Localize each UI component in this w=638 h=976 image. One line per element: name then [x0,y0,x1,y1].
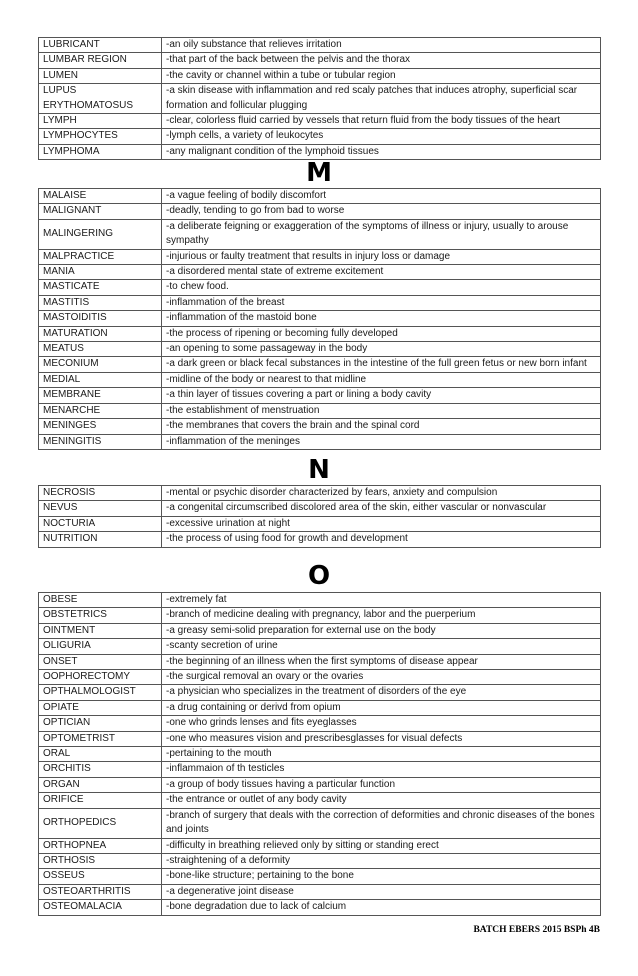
glossary-table-n [38,485,601,548]
glossary-term: LYMPHOMA [39,144,162,159]
glossary-term: OSTEOARTHRITIS [39,884,162,899]
glossary-term: NECROSIS [39,486,162,501]
glossary-definition: -a skin disease with inflammation and red scaly patches that induces atrophy, superficial scar formation and follicular plugging [162,84,601,114]
glossary-term: LYMPH [39,114,162,129]
glossary-row [39,869,601,884]
glossary-row [39,68,601,83]
glossary-term: OPTICIAN [39,716,162,731]
glossary-row [39,204,601,219]
glossary-term: LYMPHOCYTES [39,129,162,144]
glossary-definition: -any malignant condition of the lymphoid tissues [162,144,601,159]
glossary-definition: -lymph cells, a variety of leukocytes [162,129,601,144]
glossary-row [39,685,601,700]
glossary-definition: -a vague feeling of bodily discomfort [162,189,601,204]
glossary-definition: -a greasy semi-solid preparation for external use on the body [162,623,601,638]
glossary-definition: -inflammation of the breast [162,295,601,310]
glossary-row [39,808,601,838]
glossary-term: MALAISE [39,189,162,204]
glossary-term: NUTRITION [39,532,162,547]
glossary-definition: -clear, colorless fluid carried by vessels that return fluid from the body tissues of the heart [162,114,601,129]
glossary-definition: -bone degradation due to lack of calcium [162,900,601,915]
glossary-row [39,280,601,295]
glossary-definition: -straightening of a deformity [162,853,601,868]
glossary-row [39,403,601,418]
section-letter-n: N [308,455,330,485]
glossary-definition: -a group of body tissues having a particular function [162,777,601,792]
glossary-row [39,853,601,868]
glossary-term: ORTHOPNEA [39,838,162,853]
glossary-term: MEMBRANE [39,388,162,403]
glossary-term: MECONIUM [39,357,162,372]
glossary-definition: -the surgical removal an ovary or the ovaries [162,670,601,685]
glossary-definition: -a degenerative joint disease [162,884,601,899]
glossary-definition: -inflammaion of th testicles [162,762,601,777]
glossary-definition: -an oily substance that relieves irritation [162,38,601,53]
glossary-row [39,608,601,623]
glossary-term: OOPHORECTOMY [39,670,162,685]
glossary-term: OSTEOMALACIA [39,900,162,915]
glossary-definition: -inflammation of the meninges [162,434,601,449]
glossary-term: LUMEN [39,68,162,83]
glossary-term: LUBRICANT [39,38,162,53]
glossary-table-l [38,37,601,160]
glossary-term: OBESE [39,593,162,608]
glossary-row [39,326,601,341]
glossary-row [39,129,601,144]
glossary-definition: -branch of surgery that deals with the correction of deformities and chronic diseases of the bones and joints [162,808,601,838]
glossary-term: LUPUS ERYTHOMATOSUS [39,84,162,114]
glossary-term: ORTHOSIS [39,853,162,868]
glossary-term: MALPRACTICE [39,249,162,264]
glossary-term: MENINGITIS [39,434,162,449]
glossary-row [39,249,601,264]
glossary-row [39,593,601,608]
glossary-row [39,838,601,853]
glossary-definition: -scanty secretion of urine [162,639,601,654]
glossary-term: NOCTURIA [39,516,162,531]
glossary-definition: -that part of the back between the pelvis and the thorax [162,53,601,68]
glossary-row [39,38,601,53]
glossary-row [39,670,601,685]
glossary-row [39,777,601,792]
glossary-term: NEVUS [39,501,162,516]
glossary-definition: -injurious or faulty treatment that results in injury loss or damage [162,249,601,264]
glossary-definition: -a thin layer of tissues covering a part or lining a body cavity [162,388,601,403]
glossary-term: MANIA [39,265,162,280]
glossary-term: ORGAN [39,777,162,792]
glossary-row [39,793,601,808]
glossary-definition: -extremely fat [162,593,601,608]
glossary-row [39,84,601,114]
glossary-row [39,114,601,129]
glossary-row [39,700,601,715]
glossary-term: ORTHOPEDICS [39,808,162,838]
glossary-term: MEDIAL [39,372,162,387]
glossary-definition: -inflammation of the mastoid bone [162,311,601,326]
glossary-definition: -the establishment of menstruation [162,403,601,418]
glossary-row [39,311,601,326]
glossary-definition: -one who measures vision and prescribesglasses for visual defects [162,731,601,746]
glossary-term: MALINGERING [39,219,162,249]
glossary-definition: -bone-like structure; pertaining to the bone [162,869,601,884]
glossary-definition: -the cavity or channel within a tube or tubular region [162,68,601,83]
glossary-term: OPIATE [39,700,162,715]
glossary-definition: -a disordered mental state of extreme excitement [162,265,601,280]
glossary-definition: -a drug containing or derivd from opium [162,700,601,715]
glossary-term: ORIFICE [39,793,162,808]
glossary-definition: -a dark green or black fecal substances in the intestine of the full green fetus or new born infant [162,357,601,372]
glossary-term: MASTITIS [39,295,162,310]
glossary-term: OBSTETRICS [39,608,162,623]
glossary-row [39,716,601,731]
glossary-row [39,731,601,746]
glossary-row [39,372,601,387]
glossary-term: MASTOIDITIS [39,311,162,326]
glossary-definition: -the process of ripening or becoming fully developed [162,326,601,341]
glossary-term: OINTMENT [39,623,162,638]
glossary-term: MEATUS [39,342,162,357]
glossary-row [39,295,601,310]
glossary-term: ORCHITIS [39,762,162,777]
glossary-term: MENARCHE [39,403,162,418]
glossary-row [39,419,601,434]
glossary-row [39,53,601,68]
glossary-definition: -to chew food. [162,280,601,295]
glossary-row [39,623,601,638]
glossary-row [39,516,601,531]
glossary-definition: -mental or psychic disorder characterized by fears, anxiety and compulsion [162,486,601,501]
page-footer: BATCH EBERS 2015 BSPh 4B [473,925,600,935]
glossary-term: OPTHALMOLOGIST [39,685,162,700]
glossary-definition: -the beginning of an illness when the first symptoms of disease appear [162,654,601,669]
glossary-row [39,532,601,547]
glossary-row [39,388,601,403]
glossary-row [39,189,601,204]
glossary-term: OPTOMETRIST [39,731,162,746]
glossary-row [39,357,601,372]
glossary-definition: -branch of medicine dealing with pregnancy, labor and the puerperium [162,608,601,623]
glossary-definition: -difficulty in breathing relieved only by sitting or standing erect [162,838,601,853]
glossary-row [39,762,601,777]
glossary-row [39,654,601,669]
glossary-row [39,486,601,501]
glossary-definition: -the process of using food for growth and development [162,532,601,547]
section-letter-m: M [306,158,332,188]
glossary-definition: -a physician who specializes in the treatment of disorders of the eye [162,685,601,700]
glossary-definition: -excessive urination at night [162,516,601,531]
glossary-table-o [38,592,601,916]
glossary-row [39,884,601,899]
glossary-term: OSSEUS [39,869,162,884]
glossary-row [39,747,601,762]
glossary-term: LUMBAR REGION [39,53,162,68]
glossary-definition: -an opening to some passageway in the body [162,342,601,357]
glossary-definition: -the entrance or outlet of any body cavity [162,793,601,808]
glossary-term: MALIGNANT [39,204,162,219]
glossary-row [39,219,601,249]
glossary-term: OLIGURIA [39,639,162,654]
glossary-definition: -pertaining to the mouth [162,747,601,762]
glossary-table-m [38,188,601,450]
glossary-row [39,639,601,654]
glossary-definition: -midline of the body or nearest to that midline [162,372,601,387]
glossary-term: MATURATION [39,326,162,341]
glossary-definition: -a deliberate feigning or exaggeration of the symptoms of illness or injury, usually to arouse sympathy [162,219,601,249]
glossary-definition: -the membranes that covers the brain and the spinal cord [162,419,601,434]
glossary-definition: -one who grinds lenses and fits eyeglasses [162,716,601,731]
section-letter-o: O [307,561,331,591]
glossary-definition: -deadly, tending to go from bad to worse [162,204,601,219]
glossary-term: MASTICATE [39,280,162,295]
glossary-term: MENINGES [39,419,162,434]
glossary-row [39,342,601,357]
glossary-row [39,434,601,449]
glossary-row [39,900,601,915]
glossary-term: ORAL [39,747,162,762]
glossary-row [39,501,601,516]
glossary-term: ONSET [39,654,162,669]
glossary-row [39,265,601,280]
glossary-definition: -a congenital circumscribed discolored area of the skin, either vascular or nonvascular [162,501,601,516]
